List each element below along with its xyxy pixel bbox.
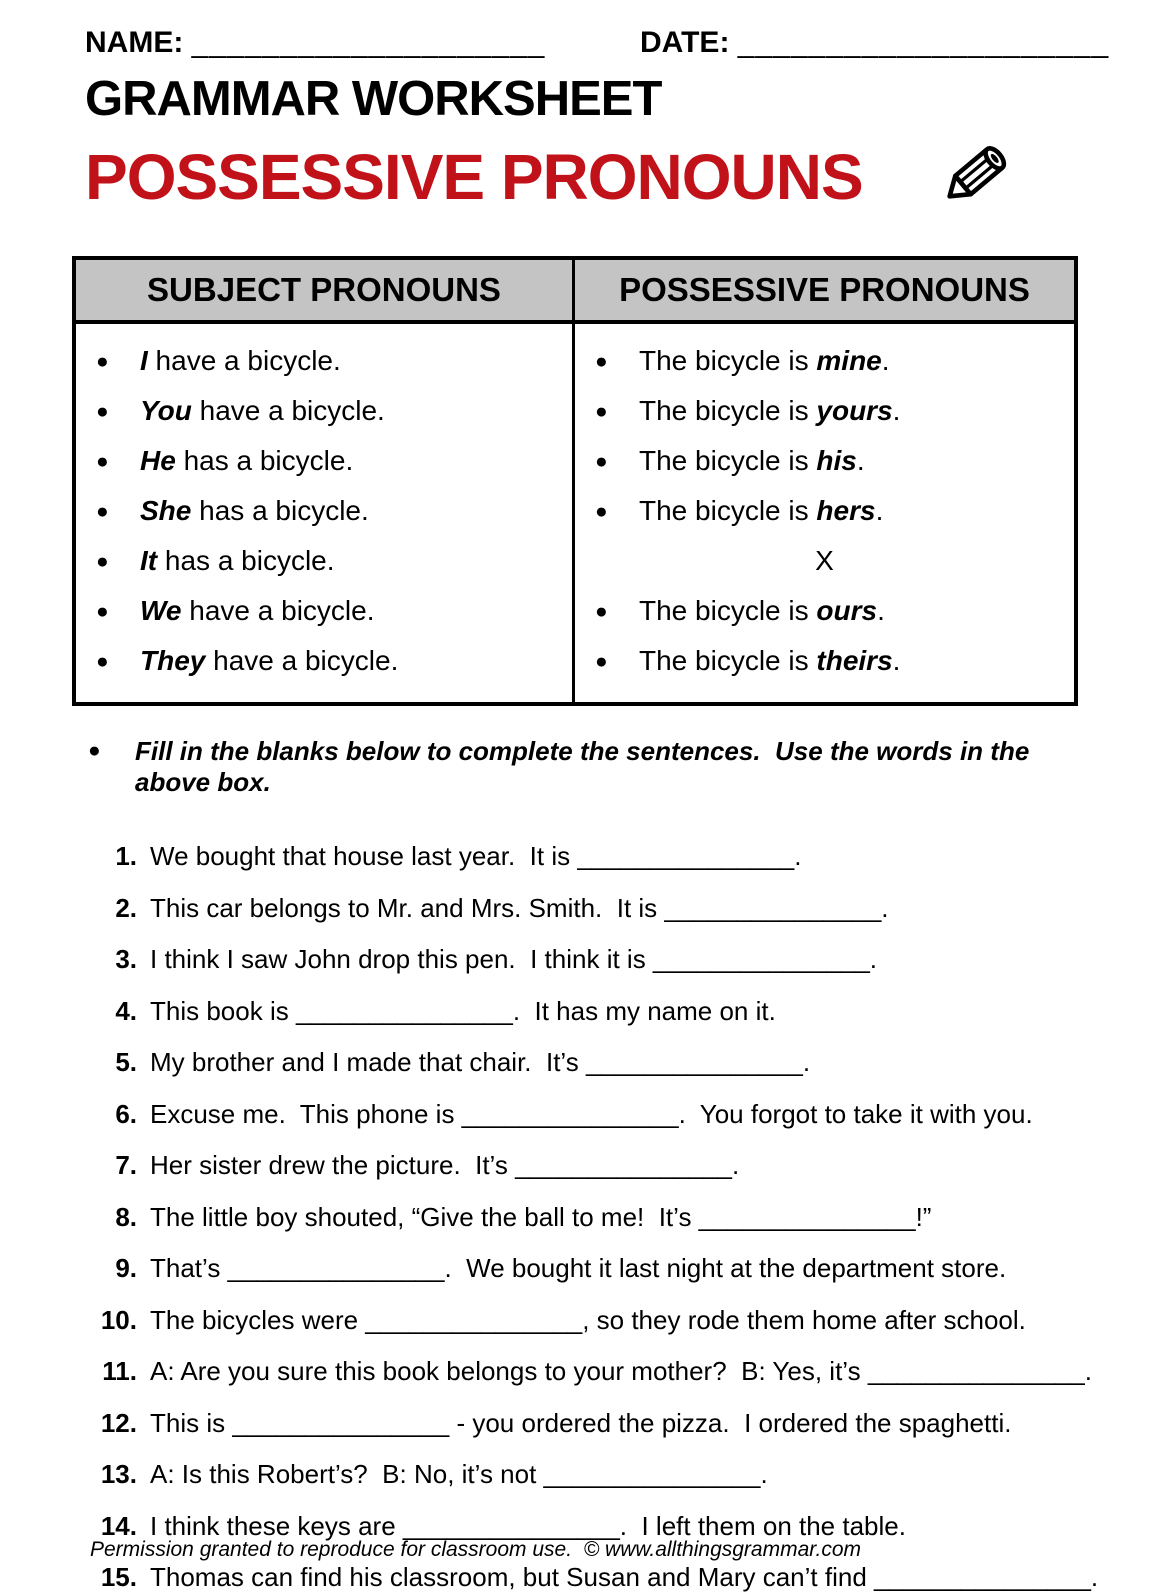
name-label: NAME: <box>85 26 184 59</box>
question-item <box>93 1458 1122 1491</box>
subject-pronouns-column <box>76 324 575 702</box>
bullet-icon: ● <box>96 649 109 673</box>
topic-title-row <box>85 127 1152 226</box>
table-row-empty-marker: X <box>815 545 834 577</box>
table-row: ● The bicycle is ours. <box>595 595 885 627</box>
question-text: I think I saw John drop this pen. I think it is _______________. <box>150 944 878 975</box>
bullet-icon: ● <box>96 549 109 573</box>
bullet-icon: ● <box>595 449 608 473</box>
name-date-row <box>85 26 1110 60</box>
bullet-icon: ● <box>96 399 109 423</box>
table-row: ● You have a bicycle. <box>96 395 385 427</box>
worksheet-title: GRAMMAR WORKSHEET <box>85 72 662 126</box>
question-number: 13. <box>100 1459 137 1490</box>
question-text: Excuse me. This phone is _______________. You forgot to take it with you. <box>150 1098 1033 1129</box>
table-row: ● The bicycle is his. <box>595 445 865 477</box>
question-number: 12. <box>100 1407 137 1438</box>
table-row: ● It has a bicycle. <box>96 545 335 577</box>
question-number: 11. <box>102 1356 137 1387</box>
bullet-icon: ● <box>96 449 109 473</box>
table-row: ● The bicycle is mine. <box>595 345 890 377</box>
bullet-icon: ● <box>595 649 608 673</box>
date-field <box>640 26 1109 60</box>
question-text: This is _______________ - you ordered the pizza. I ordered the spaghetti. <box>150 1407 1012 1438</box>
question-item <box>93 1252 1122 1285</box>
question-number: 14. <box>100 1510 137 1541</box>
bullet-icon: ● <box>595 599 608 623</box>
footer-copyright: Permission granted to reproduce for classroom use. © www.allthingsgrammar.com <box>90 1538 861 1561</box>
date-label: DATE: <box>640 26 730 59</box>
question-text: The bicycles were _______________, so they rode them home after school. <box>150 1304 1026 1335</box>
instructions <box>88 736 1092 798</box>
question-number: 7. <box>115 1150 137 1181</box>
bullet-icon: ● <box>96 599 109 623</box>
bullet-icon: ● <box>595 399 608 423</box>
question-item <box>93 943 1122 976</box>
question-number: 1. <box>115 841 137 872</box>
pronoun-table <box>72 256 1078 706</box>
table-header-subject: SUBJECT PRONOUNS <box>76 260 575 324</box>
instructions-text: Fill in the blanks below to complete the sentences. Use the words in the above box. <box>135 736 1037 798</box>
possessive-pronouns-column <box>575 324 1074 702</box>
question-number: 10. <box>100 1304 137 1335</box>
question-text: This car belongs to Mr. and Mrs. Smith. It is _______________. <box>150 892 889 923</box>
question-number: 4. <box>115 995 137 1026</box>
name-field <box>85 26 640 60</box>
bullet-icon: ● <box>96 499 109 523</box>
question-list <box>93 840 1122 1594</box>
table-row: ● The bicycle is hers. <box>595 495 884 527</box>
question-item <box>93 892 1122 925</box>
question-number: 6. <box>115 1098 137 1129</box>
bullet-icon: ● <box>595 349 608 373</box>
question-item <box>93 1098 1122 1131</box>
topic-title: POSSESSIVE PRONOUNS <box>85 140 863 213</box>
question-item <box>93 1355 1122 1388</box>
table-row: ● They have a bicycle. <box>96 645 399 677</box>
table-header-possessive: POSSESSIVE PRONOUNS <box>575 260 1074 324</box>
table-row: ● We have a bicycle. <box>96 595 375 627</box>
bullet-icon: ● <box>595 499 608 523</box>
worksheet-page <box>0 26 1152 1593</box>
question-number: 3. <box>115 944 137 975</box>
table-row: ● He has a bicycle. <box>96 445 354 477</box>
question-number: 8. <box>115 1201 137 1232</box>
question-text: A: Is this Robert’s? B: No, it’s not _______________. <box>150 1459 768 1490</box>
question-number: 5. <box>115 1047 137 1078</box>
question-text: A: Are you sure this book belongs to your mother? B: Yes, it’s _______________. <box>150 1356 1092 1387</box>
question-text: I think these keys are _______________. I left them on the table. <box>150 1510 906 1541</box>
question-number: 9. <box>115 1253 137 1284</box>
question-text: That’s _______________. We bought it last night at the department store. <box>150 1253 1007 1284</box>
question-text: This book is _______________. It has my name on it. <box>150 995 776 1026</box>
question-item <box>93 1149 1122 1182</box>
date-blank-line: _____________________ <box>737 26 1110 59</box>
question-text: We bought that house last year. It is _______________. <box>150 841 802 872</box>
table-row: ● She has a bicycle. <box>96 495 369 527</box>
table-row: ● I have a bicycle. <box>96 345 341 377</box>
question-item <box>93 1046 1122 1079</box>
question-number: 15. <box>100 1562 137 1593</box>
question-item <box>93 840 1122 873</box>
question-item <box>93 1561 1122 1594</box>
question-text: My brother and I made that chair. It’s _______________. <box>150 1047 811 1078</box>
pencil-icon <box>925 129 1025 226</box>
question-item <box>93 1304 1122 1337</box>
bullet-icon: ● <box>96 349 109 373</box>
question-text: The little boy shouted, “Give the ball to me! It’s _______________!” <box>150 1201 932 1232</box>
bullet-icon: ● <box>88 739 101 763</box>
question-item <box>93 1407 1122 1440</box>
question-item <box>93 995 1122 1028</box>
table-row: ● The bicycle is theirs. <box>595 645 901 677</box>
name-blank-line: ____________________ <box>191 26 546 59</box>
question-text: Thomas can find his classroom, but Susan and Mary can’t find _______________. <box>150 1562 1099 1593</box>
question-text: Her sister drew the picture. It’s _______________. <box>150 1150 740 1181</box>
question-number: 2. <box>115 892 137 923</box>
question-item <box>93 1201 1122 1234</box>
table-row: ● The bicycle is yours. <box>595 395 901 427</box>
